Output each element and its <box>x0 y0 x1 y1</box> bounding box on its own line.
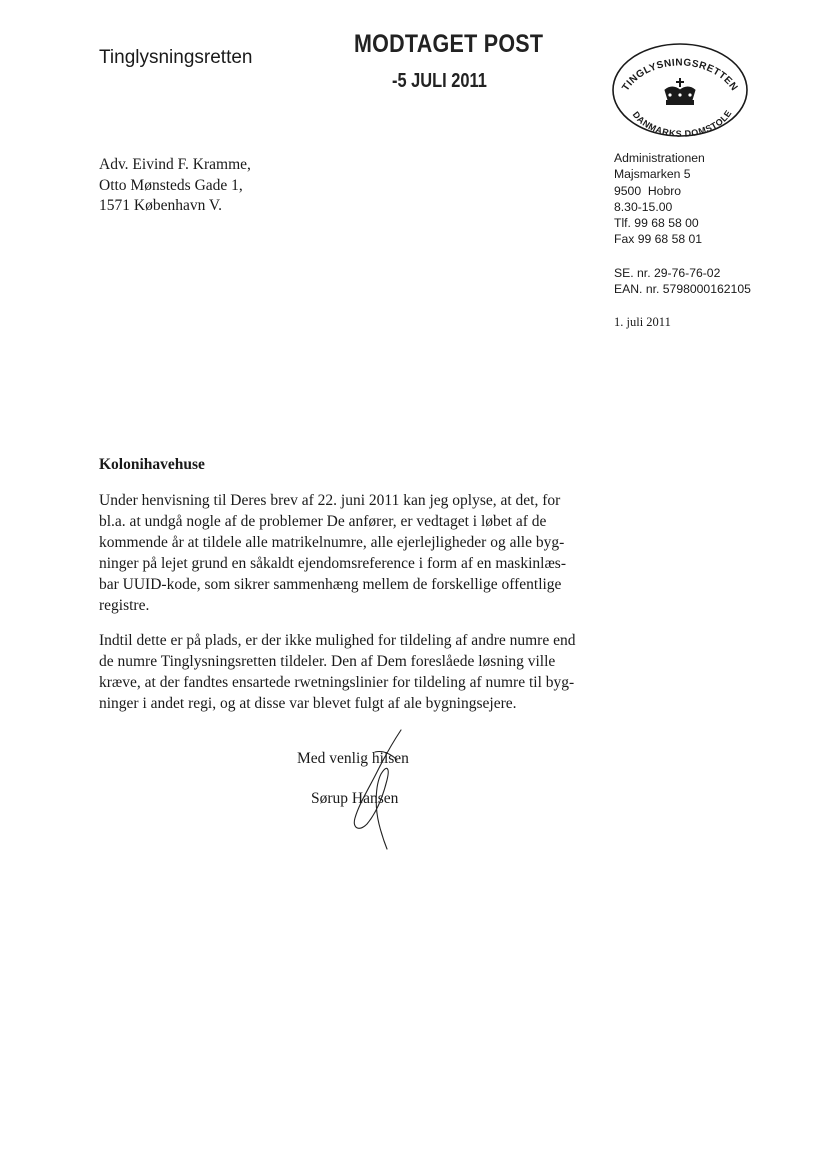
body-line: ninger i andet regi, og at disse var blevet fulgt af ale bygningsejere. <box>99 695 517 712</box>
sender-info <box>614 150 705 248</box>
crown-icon <box>665 78 695 105</box>
sender-hours: 8.30-15.00 <box>614 199 673 214</box>
letter-subject: Kolonihavehuse <box>99 456 205 473</box>
se-number: SE. nr. 29-76-76-02 <box>614 266 721 280</box>
handwritten-signature <box>335 728 415 850</box>
recipient-line: Adv. Eivind F. Kramme, <box>99 156 251 173</box>
seal-top-text: TINGLYSNINGSRETTEN <box>620 57 740 94</box>
body-line: bar UUID-kode, som sikrer sammenhæng mellem de forskellige offentlige <box>99 576 562 593</box>
recipient-line: 1571 København V. <box>99 197 222 214</box>
body-line: registre. <box>99 597 150 614</box>
body-line: kommende år at tildele alle matrikelnumre, alle ejerlejligheder og alle byg- <box>99 534 565 551</box>
sender-phone: Tlf. 99 68 58 00 <box>614 216 699 231</box>
svg-text:DANMARKS DOMSTOLE <box>631 108 734 139</box>
body-line: ninger på lejet grund en såkaldt ejendomsreference i form af en maskinlæs- <box>99 555 566 572</box>
sender-identifiers <box>614 265 751 298</box>
letter-date: 1. juli 2011 <box>614 315 671 329</box>
signer-name: Sørup Hansen <box>311 790 399 807</box>
recipient-address <box>99 155 251 217</box>
svg-text:TINGLYSNINGSRETTEN <box>620 57 739 93</box>
recipient-line: Otto Mønsteds Gade 1, <box>99 176 243 194</box>
body-line: Under henvisning til Deres brev af 22. juni 2011 kan jeg oplyse, at det, for <box>99 492 561 509</box>
sender-street: Majsmarken 5 <box>614 167 691 182</box>
ean-number: EAN. nr. 5798000162105 <box>614 282 751 297</box>
body-paragraph-1 <box>99 490 629 616</box>
organization-name: Tinglysningsretten <box>99 47 253 68</box>
received-stamp-date: -5 JULI 2011 <box>392 70 487 92</box>
body-line: de numre Tinglysningsretten tildeler. Den af Dem foreslåede løsning ville <box>99 653 556 670</box>
sender-department: Administrationen <box>614 151 705 165</box>
body-line: bl.a. at undgå nogle af de problemer De anfører, er vedtaget i løbet af de <box>99 513 547 530</box>
court-seal <box>610 40 750 140</box>
body-line: kræve, at der fandtes ensartede rwetningslinier for tildeling af numre til byg- <box>99 674 575 691</box>
body-line: Indtil dette er på plads, er der ikke mulighed for tildeling af andre numre end <box>99 632 576 649</box>
received-stamp-title: MODTAGET POST <box>354 30 544 58</box>
sender-city: 9500 Hobro <box>614 183 682 198</box>
closing-greeting: Med venlig hilsen <box>297 750 409 767</box>
body-paragraph-2 <box>99 630 629 714</box>
seal-bottom-text: DANMARKS DOMSTOLE <box>630 108 734 139</box>
sender-fax: Fax 99 68 58 01 <box>614 232 703 247</box>
